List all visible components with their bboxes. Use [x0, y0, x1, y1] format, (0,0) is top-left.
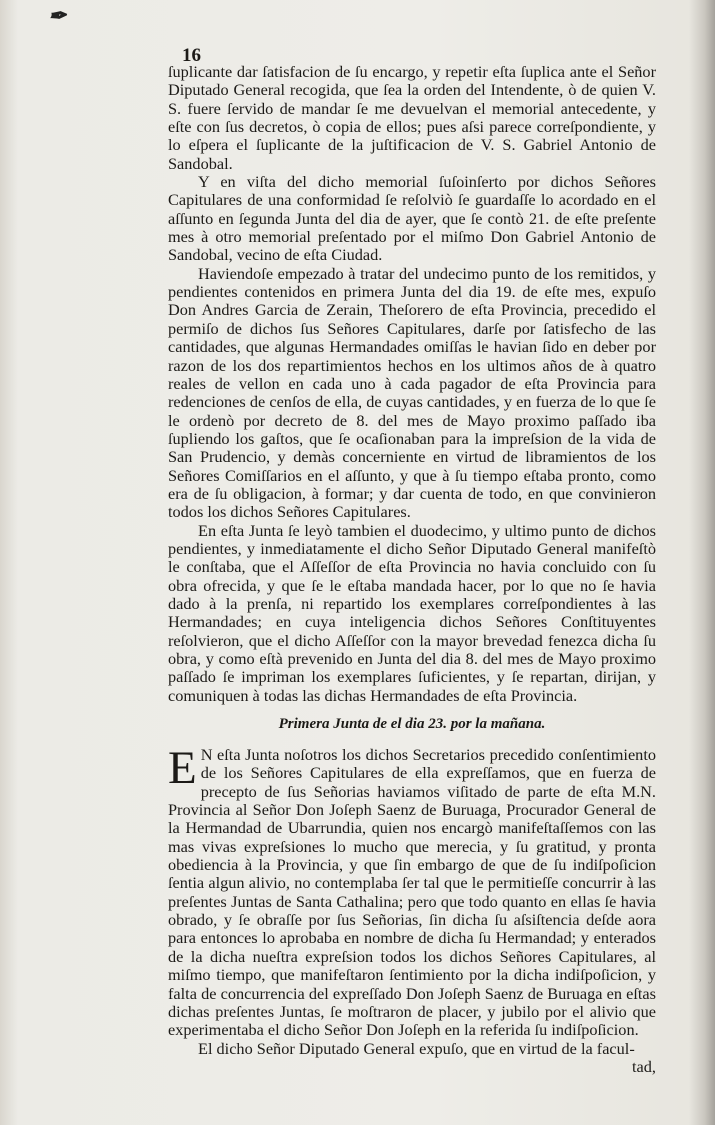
paragraph-dropcap-text: N eſta Junta noſotros los dichos Secretarios precedido conſentimiento de los Señores Capitulares de ella expreſſamos, que en fuerza de precepto de ſus Señorias haviamos viſitado de parte de eſta M.N. Provincia al Señor Don Joſeph Saenz de Buruaga, Procurador General de la Hermandad de Ubarrundia, quien nos encargò manifeſtaſſemos con las mas vivas expreſsiones lo mucho que merecia, y ſu gratitud, y pronta obediencia à la Provincia, y que ſin embargo de que de ſu indiſpoſicion ſentia algun alivio, no contemplaba ſer tal que le permitieſſe concurrir à las preſentes Juntas de Santa Cathalina; pero que todo quanto en ellas ſe havia obrado, y ſe obraſſe por ſus Señorias, ſin dicha ſu aſsiſtencia deſde aora para entonces lo aprobaba en nombre de dicha ſu Hermandad; y enterados de la dicha nueſtra expreſsion todos los dichos Señores Capitulares, al miſmo tiempo, que manifeſtaron ſentimiento por la dicha indiſpoſicion, y falta de concurrencia del expreſſado Don Joſeph Saenz de Buruaga en eſtas dichas preſentes Juntas, ſe moſtraron de placer, y jubilo por el alivio que experimentaba el dicho Señor Don Joſeph en la referida ſu indiſpoſicion. — [168, 745, 656, 1040]
page-edge-shadow — [689, 0, 715, 1125]
paragraph-memorial-resolution: Y en viſta del dicho memorial ſuſoinſerto por dichos Señores Capitulares de una conformidad ſe reſolviò ſe guardaſſe lo acordado en el aſſunto en ſegunda Junta del dia de ayer, que ſe contò 21. de eſte preſente mes à otro memorial preſentado por el miſmo Don Gabriel Antonio de Sandobal, vecino de eſta Ciudad. — [168, 172, 656, 265]
ink-blot-mark: ✒︎ — [47, 2, 66, 29]
drop-cap-letter: E — [168, 742, 197, 795]
page-number: 16 — [182, 45, 201, 66]
paragraph-continuation: ſuplicante dar ſatisfacion de ſu encargo, y repetir eſta ſuplica ante el Señor Diputado General recogida, que ſea la orden del Intendente, ò de quien V. S. fuere ſervido de mandar ſe me devuelvan el memorial antecedente, y eſte con ſus decretos, ò copia de ellos; pues aſsi parece correſpondiente, y lo eſpera el ſuplicante de la juſtificacion de V. S. Gabriel Antonio de Sandobal. — [168, 62, 656, 173]
paragraph-eleventh-point: Haviendoſe empezado à tratar del undecimo punto de los remitidos, y pendientes contenidos en primera Junta del dia 19. de eſte mes, expuſo Don Andres Garcia de Zerain, Theſorero de eſta Provincia, precedido el permiſo de dichos ſus Señores Capitulares, darſe por ſatisfecho de las cantidades, que algunas Hermandades omiſſas le havian ſido en deber por razon de los dos repartimientos hechos en los ultimos años de à quatro reales de vellon en cada uno à cada pagador de eſta Provincia para redenciones de cenſos de ella, de cuyas cantidades, y en fuerza de lo que ſe le ordenò por decreto de 8. del mes de Mayo proximo paſſado iba ſupliendo los gaſtos, que ſe ocaſionaban para la impreſsion de la vida de San Prudencio, y demàs concerniente en virtud de libramientos de los Señores Comiſſarios en el aſſunto, y que à ſu tiempo eſtaba pronto, como era de ſu obligacion, à formar; y dar cuenta de todo, en que convinieron todos los dichos Señores Capitulares. — [168, 263, 656, 522]
paragraph-last: El dicho Señor Diputado General expuſo, que en virtud de la facul- — [198, 1038, 635, 1058]
paragraph-dropcap — [168, 742, 656, 1040]
paragraph-twelfth-point: En eſta Junta ſe leyò tambien el duodecimo, y ultimo punto de dichos pendientes, y inmediatamente el dicho Señor Diputado General manifeſtò le conſtaba, que el Aſſeſſor de eſta Provincia no havia concluido con ſu obra ofrecida, y que ſe le eſtaba mandada hacer, por lo que no ſe havia dado à la prenſa, ni repartido los exemplares correſpondientes à las Hermandades; en cuya inteligencia dichos Señores Conſtituyentes reſolvieron, que el dicho Aſſeſſor con la mayor brevedad fenezca dicha ſu obra, y como eſtà prevenido en Junta del dia 8. del mes de Mayo proximo paſſado ſe impriman los exemplares ſuficientes, y ſe repartan, dirijan, y comuniquen à todas las dichas Hermandades de eſta Provincia. — [168, 520, 656, 705]
section-heading: Primera Junta de el dia 23. por la mañana. — [278, 716, 546, 733]
document-body — [168, 63, 656, 1076]
catchword: tad, — [632, 1056, 656, 1076]
